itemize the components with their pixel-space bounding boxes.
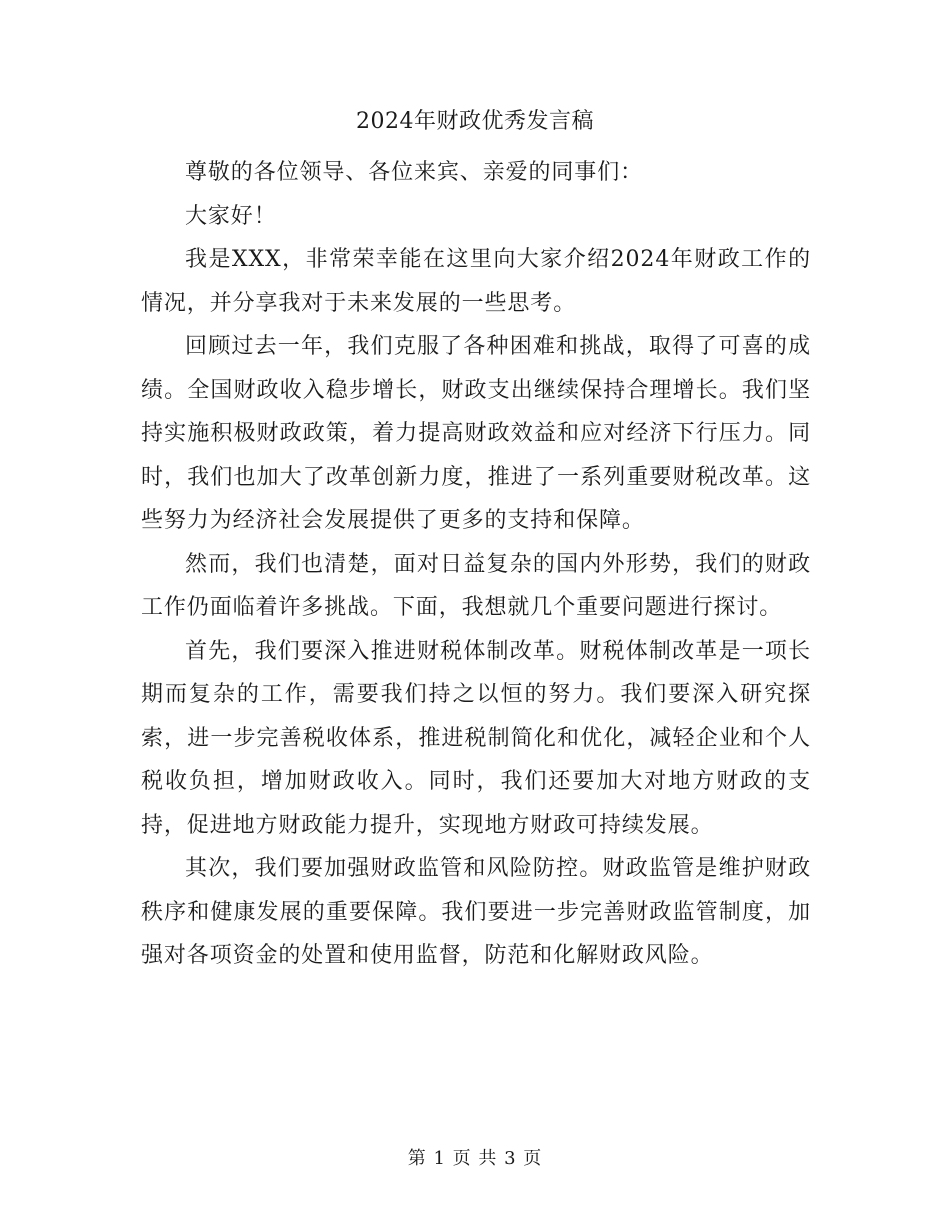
page-title: 2024年财政优秀发言稿 — [356, 109, 594, 134]
page-footer: 第 1 页 共 3 页 — [407, 1148, 543, 1169]
challenges-paragraph: 然而，我们也清楚，面对日益复杂的国内外形势，我们的财政工作仍面临着许多挑战。下面，我想就几个重要问题进行探讨。 — [141, 551, 811, 620]
greeting-paragraph: 大家好！ — [185, 203, 277, 229]
document-body — [141, 151, 811, 978]
review-paragraph: 回顾过去一年，我们克服了各种困难和挑战，取得了可喜的成绩。全国财政收入稳步增长，财政支出继续保持合理增长。我们坚持实施积极财政政策，着力提高财政效益和应对经济下行压力。同时，我们也加大了改革创新力度，推进了一系列重要财税改革。这些努力为经济社会发展提供了更多的支持和保障。 — [141, 334, 811, 533]
supervision-paragraph: 其次，我们要加强财政监管和风险防控。财政监管是维护财政秩序和健康发展的重要保障。我们要进一步完善财政监管制度，加强对各项资金的处置和使用监督，防范和化解财政风险。 — [141, 856, 811, 968]
tax-reform-paragraph: 首先，我们要深入推进财税体制改革。财税体制改革是一项长期而复杂的工作，需要我们持之以恒的努力。我们要深入研究探索，进一步完善税收体系，推进税制简化和优化，减轻企业和个人税收负担，增加财政收入。同时，我们还要加大对地方财政的支持，促进地方财政能力提升，实现地方财政可持续发展。 — [141, 638, 811, 838]
introduction-paragraph: 我是XXX，非常荣幸能在这里向大家介绍2024年财政工作的情况，并分享我对于未来发展的一些思考。 — [141, 247, 811, 316]
salutation-paragraph: 尊敬的各位领导、各位来宾、亲爱的同事们： — [185, 160, 644, 185]
